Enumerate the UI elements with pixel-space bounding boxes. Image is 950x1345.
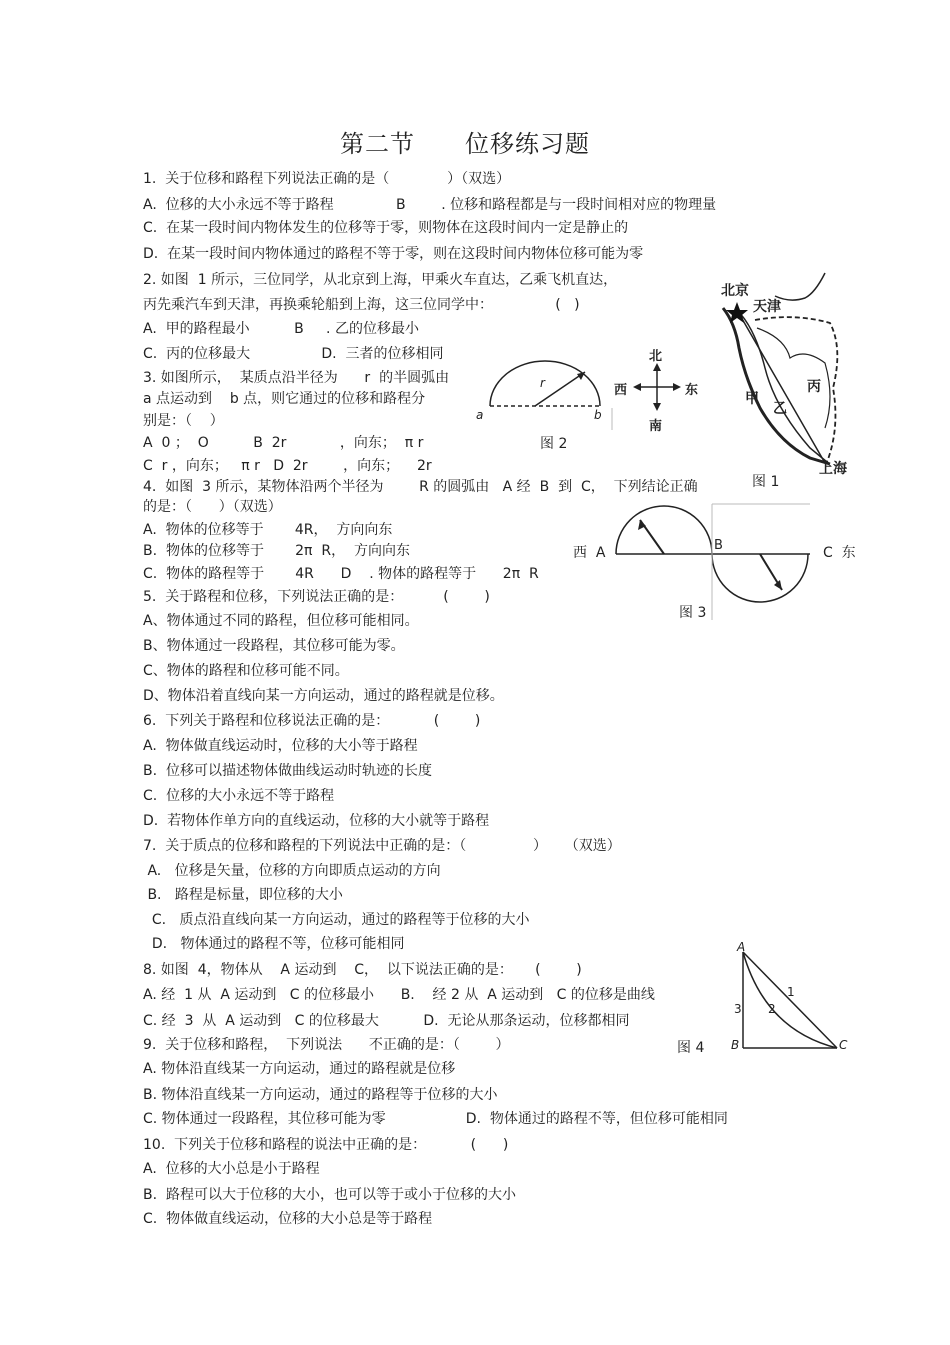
text-line: A. 物体的位移等于 4R， 方向向东 (143, 522, 393, 538)
figure-4-triangle (725, 940, 855, 1055)
text-line: D. 若物体作单方向的直线运动，位移的大小就等于路程 (143, 813, 490, 829)
label-path-1: 1 (787, 985, 795, 999)
text-line: C. 物体通过一段路程，其位移可能为零 D. 物体通过的路程不等，但位移可能相同 (143, 1111, 728, 1127)
text-line: 10. 下列关于位移和路程的说法中正确的是： ( ) (143, 1137, 509, 1153)
map-label-beijing: 北京 (721, 283, 749, 299)
figure-3-arcs (570, 500, 870, 620)
text-line: A. 物体做直线运动时，位移的大小等于路程 (143, 738, 418, 754)
label-b: B (714, 538, 723, 553)
text-line: C. 质点沿直线向某一方向运动，通过的路程等于位移的大小 (143, 912, 530, 928)
text-line: 7. 关于质点的位移和路程的下列说法中正确的是：（ ） （双选） (143, 838, 621, 854)
map-label-shanghai: 上海 (819, 461, 847, 477)
text-line: A. 位移是矢量，位移的方向即质点运动的方向 (143, 863, 441, 879)
text-line: a 点运动到 b 点，则它通过的位移和路程分 (143, 391, 426, 407)
text-line: C. 丙的位移最大 D. 三者的位移相同 (143, 346, 444, 362)
compass-south: 南 (649, 419, 663, 434)
label-c-east: C 东 (823, 545, 856, 561)
compass (612, 345, 707, 435)
text-line: B、物体通过一段路程，其位移可能为零。 (143, 638, 405, 654)
label-path-2: 2 (768, 1002, 776, 1016)
text-line: 9. 关于位移和路程， 下列说法 不正确的是：（ ） (143, 1037, 510, 1053)
text-line: C. 位移的大小永远不等于路程 (143, 788, 335, 804)
text-line: 2. 如图 1 所示，三位同学，从北京到上海，甲乘火车直达，乙乘飞机直达， (143, 272, 618, 288)
text-line: 8. 如图 4，物体从 A 运动到 C， 以下说法正确的是： ( ) (143, 962, 582, 978)
label-path-3: 3 (734, 1002, 742, 1016)
text-line: 1. 关于位移和路程下列说法正确的是（ ）（双选） (143, 171, 511, 187)
text-line: A. 位移的大小永远不等于路程 B . 位移和路程都是与一段时间相对应的物理量 (143, 197, 717, 213)
text-line: D. 物体通过的路程不等，位移可能相同 (143, 936, 405, 952)
map-label-tianjin: 天津 (753, 299, 781, 315)
page-title: 第二节 位移练习题 (340, 130, 590, 158)
figure-2-caption: 图 2 (540, 436, 568, 452)
text-line: C. 物体的路程等于 4R D . 物体的路程等于 2π R (143, 566, 539, 582)
label-r: r (540, 376, 545, 390)
text-line: B. 位移可以描述物体做曲线运动时轨迹的长度 (143, 763, 432, 779)
text-line: B. 路程可以大于位移的大小，也可以等于或小于位移的大小 (143, 1187, 516, 1203)
text-line: 丙先乘汽车到天津，再换乘轮船到上海，这三位同学中： ( ) (143, 297, 580, 313)
map-label-jia: 甲 (745, 391, 759, 407)
text-line: B. 路程是标量，即位移的大小 (143, 887, 343, 903)
figure-2-semicircle (470, 360, 620, 430)
text-line: C. 在某一段时间内物体发生的位移等于零，则物体在这段时间内一定是静止的 (143, 220, 629, 236)
text-line: 的是：（ ）（双选） (143, 499, 282, 515)
text-line: D. 在某一段时间内物体通过的路程不等于零，则在这段时间内物体位移可能为零 (143, 246, 644, 262)
text-line: A、物体通过不同的路程，但位移可能相同。 (143, 613, 419, 629)
label-a: A (737, 940, 746, 954)
compass-north: 北 (649, 349, 663, 364)
label-c: C (839, 1038, 848, 1052)
text-line: D、物体沿着直线向某一方向运动，通过的路程就是位移。 (143, 688, 504, 704)
text-line: A. 经 1 从 A 运动到 C 的位移最小 B. 经 2 从 A 运动到 C 的位移是曲线 (143, 987, 655, 1003)
text-line: B. 物体沿直线某一方向运动，通过的路程等于位移的大小 (143, 1087, 498, 1103)
text-line: C. 经 3 从 A 运动到 C 的位移最大 D. 无论从那条运动，位移都相同 (143, 1013, 630, 1029)
figure-3-caption: 图 3 (679, 605, 707, 621)
figure-1-caption: 图 1 (752, 474, 780, 490)
text-line: 6. 下列关于路程和位移说法正确的是： ( ) (143, 713, 481, 729)
text-line: 4. 如图 3 所示，某物体沿两个半径为 R 的圆弧由 A 经 B 到 C， 下列结论正确 (143, 479, 698, 495)
figure-1-map (715, 268, 865, 493)
label-b: b (594, 408, 602, 422)
text-line: B. 物体的位移等于 2π R， 方向向东 (143, 543, 410, 559)
text-line: A 0 ； O B 2r ，向东； π r (143, 435, 424, 451)
compass-east: 东 (685, 383, 699, 398)
compass-west: 西 (614, 383, 628, 398)
map-label-yi: 乙 (773, 401, 787, 417)
text-line: C、物体的路程和位移可能不同。 (143, 663, 349, 679)
figure-4-caption: 图 4 (677, 1040, 705, 1056)
text-line: 别是：（ ） (143, 413, 224, 429)
text-line: A. 甲的路程最小 B . 乙的位移最小 (143, 321, 419, 337)
text-line: C. 物体做直线运动，位移的大小总是等于路程 (143, 1211, 433, 1227)
map-label-bing: 丙 (807, 379, 821, 395)
text-line: 5. 关于路程和位移，下列说法正确的是： ( ) (143, 589, 490, 605)
text-line: C r ，向东； π r D 2r ，向东； 2r (143, 458, 432, 474)
text-line: A. 物体沿直线某一方向运动，通过的路程就是位移 (143, 1061, 456, 1077)
label-a: a (476, 408, 484, 422)
text-line: 3. 如图所示， 某质点沿半径为 r 的半圆弧由 (143, 370, 450, 386)
text-line: A. 位移的大小总是小于路程 (143, 1161, 320, 1177)
label-west-a: 西 A (573, 545, 606, 561)
label-b: B (731, 1038, 740, 1052)
